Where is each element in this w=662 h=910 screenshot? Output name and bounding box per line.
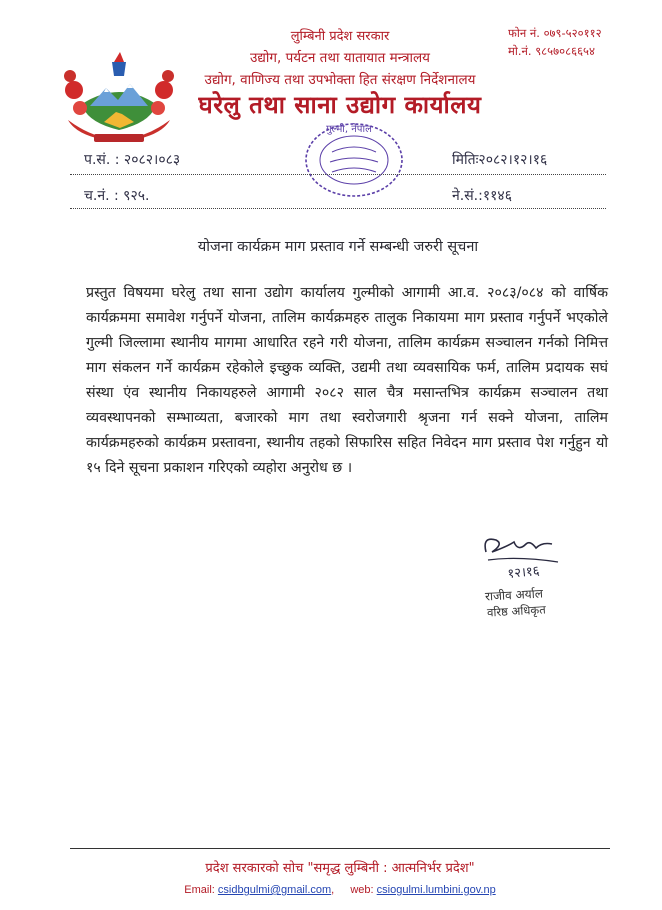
notice-subject: योजना कार्यक्रम माग प्रस्ताव गर्ने सम्बन्धी जरुरी सूचना: [197, 239, 479, 255]
signatory-name: राजीव अर्याल: [484, 586, 544, 604]
notice-body: प्रस्तुत विषयमा घरेलु तथा साना उद्योग कार्यालय गुल्मीको आगामी आ.व. २०८३/०८४ को वार्षिक कार्यक्रममा समावेश गर्नुपर्ने योजना, तालिम कार्यक्रमहरु तालुक निकायमा माग प्रस्ताव गर्नुपर्ने भएकोले गुल्मी जिल्लामा स्थानीय मागमा आधारित रहने गरी योजना, तालिम कार्यक्रम सञ्चालन गर्नको निमित्त माग संकलन गर्ने कार्यक्रम रहेकोले इच्छुक व्यक्ति, उद्यमी तथा व्यवसायिक फर्म, तालिम प्रदायक सघं संस्था एंव स्थानीय निकायहरुले आगामी २०८२ साल चैत्र मसान्तभित्र कार्यक्रम सञ्चालन तथा व्यवस्थापनको सम्भाव्यता, बजारको माग तथा स्वरोजगारी श्रृजना गर्न सक्ने योजना, तालिम कार्यक्रमहरुको कार्यक्रम प्रस्तावना, स्थानीय तहको सिफारिस सहित निवेदन माग प्रस्ताव पेश गर्नुहुन यो १५ दिने सूचना प्रकाशन गरिएको व्यहोरा अनुरोध छ ।: [86, 285, 608, 476]
signature-date: १२।१६: [506, 563, 541, 582]
header-directorate: उद्योग, वाणिज्य तथा उपभोक्ता हित संरक्षण निर्देशनालय: [204, 72, 476, 88]
contact-separator: ,: [331, 884, 335, 896]
email-label: Email:: [184, 884, 215, 896]
web-label: web:: [350, 884, 374, 896]
header-ministry: उद्योग, पर्यटन तथा यातायात मन्त्रालय: [250, 50, 430, 66]
footer-rule: [70, 848, 610, 849]
header-phone: फोन नं. ०७९-५२०११२: [508, 26, 602, 40]
signature-mark: [478, 530, 568, 584]
footer-slogan: प्रदेश सरकारको सोच "समृद्ध लुम्बिनी : आत्मनिर्भर प्रदेश": [205, 861, 475, 876]
footer-contact: [70, 884, 610, 896]
website-link[interactable]: csiogulmi.lumbini.gov.np: [376, 884, 496, 896]
header-province-government: लुम्बिनी प्रदेश सरकार: [290, 29, 390, 44]
office-stamp-icon: [292, 118, 410, 200]
nepal-sambat-date: ने.सं.:११४६: [452, 188, 512, 204]
header-office-name: घरेलु तथा साना उद्योग कार्यालय: [198, 91, 482, 119]
letter-date: मितिः२०८२।१२।१६: [452, 152, 548, 168]
email-link[interactable]: csidbgulmi@gmail.com: [217, 884, 332, 896]
dotted-divider: [70, 174, 606, 175]
signatory-title: वरिष्ठ अधिकृत: [486, 602, 547, 620]
stamp-text: गुल्मी, नेपाल: [326, 124, 372, 135]
header-mobile: मो.नं. ९८५७०८६६५४: [508, 44, 596, 58]
dispatch-number: च.नं. : ९२५.: [84, 188, 150, 204]
letter-number: प.सं. : २०८२।०८३: [84, 152, 181, 168]
dotted-divider: [70, 208, 606, 209]
